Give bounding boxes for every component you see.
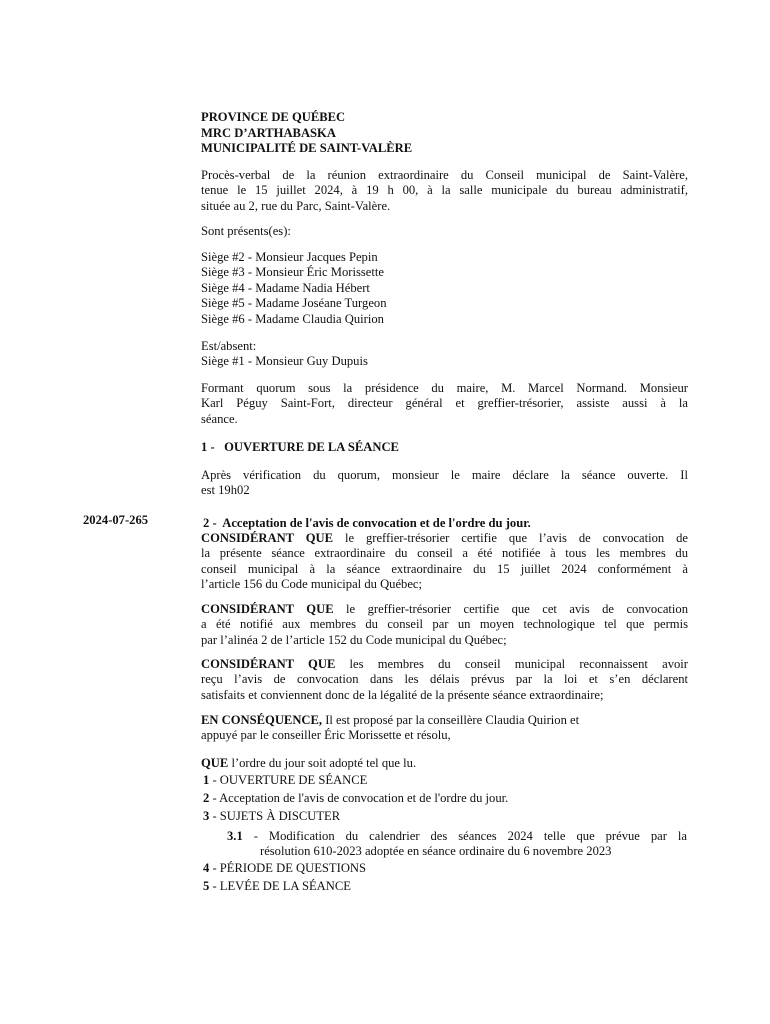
quorum-line: Karl Péguy Saint-Fort, directeur général et greffier-trésorier, assiste aussi à la	[201, 396, 688, 411]
intro-line: Procès-verbal de la réunion extraordinaire du Conseil municipal de Saint-Valère,	[201, 168, 688, 182]
absent-label: Est/absent:	[201, 339, 257, 353]
list-item	[203, 809, 690, 827]
agenda-subitem-line: résolution 610-2023 adoptée en séance ordinaire du 6 novembre 2023	[260, 844, 612, 859]
list-item: Siège #5 - Madame Joséane Turgeon	[201, 296, 387, 311]
consequence-line: appuyé par le conseiller Éric Morissette et résolu,	[201, 728, 451, 743]
considerant-line: la présente séance extraordinaire du conseil a été notifiée à tous les membres du	[201, 546, 688, 561]
consequence-label: EN CONSÉQUENCE,	[201, 713, 323, 727]
section-1-line: Après vérification du quorum, monsieur le maire déclare la séance ouverte. Il	[201, 468, 688, 482]
agenda-number: 3.1	[227, 829, 243, 843]
agenda-subitem	[227, 829, 687, 860]
absent-member: Siège #1 - Monsieur Guy Dupuis	[201, 354, 368, 369]
agenda-number: 3	[203, 809, 210, 823]
que-label: QUE	[201, 756, 229, 770]
header-municipality: MUNICIPALITÉ DE SAINT-VALÈRE	[201, 141, 413, 155]
intro-line: située au 2, rue du Parc, Saint-Valère.	[201, 198, 391, 213]
agenda-list	[203, 773, 690, 827]
considerant-text: le greffier-trésorier certifie que l’avis de convocation de	[333, 531, 688, 545]
agenda-number: 4	[203, 861, 210, 875]
agenda-number: 2	[203, 791, 210, 805]
section-1-body	[201, 468, 688, 499]
present-members-list	[201, 250, 688, 327]
list-item	[203, 773, 690, 791]
list-item: Siège #2 - Monsieur Jacques Pepin	[201, 250, 378, 264]
document-header	[201, 110, 412, 157]
agenda-subitem-line	[227, 829, 687, 844]
agenda-text: - Modification du calendrier des séances 2024 telle que prévue par la	[242, 829, 687, 843]
resolution-title	[203, 516, 690, 531]
list-item	[203, 861, 690, 879]
que-paragraph	[201, 756, 688, 771]
considerant-line: reçu l’avis de convocation dans les délais prévus par la loi et s’en déclarent	[201, 672, 688, 687]
agenda-number: 1	[203, 773, 210, 787]
present-label-text: Sont présents(es):	[201, 224, 291, 238]
considerant-2	[201, 602, 688, 648]
quorum-paragraph	[201, 381, 688, 427]
considerant-line	[201, 531, 688, 546]
intro-line: tenue le 15 juillet 2024, à 19 h 00, à la salle municipale du bureau administratif,	[201, 183, 688, 198]
present-label	[201, 224, 688, 239]
considerant-line	[201, 602, 688, 617]
resolution-title-text: 2 - Acceptation de l'avis de convocation et de l'ordre du jour.	[203, 516, 531, 530]
considerant-line: conseil municipal à la séance extraordinaire du 15 juillet 2024 conformément à	[201, 561, 688, 576]
consequence-line	[201, 713, 688, 728]
list-item	[203, 791, 690, 809]
quorum-line: Formant quorum sous la présidence du maire, M. Marcel Normand. Monsieur	[201, 381, 688, 395]
agenda-text: - LEVÉE DE LA SÉANCE	[209, 879, 351, 893]
considerant-label: CONSIDÉRANT QUE	[201, 531, 334, 545]
quorum-line: séance.	[201, 411, 238, 426]
considerant-3	[201, 657, 688, 703]
considerant-line: par l’alinéa 2 de l’article 152 du Code municipal du Québec;	[201, 632, 507, 647]
list-item: Siège #4 - Madame Nadia Hébert	[201, 280, 370, 295]
absent-section	[201, 339, 688, 370]
considerant-label: CONSIDÉRANT QUE	[201, 602, 334, 616]
agenda-list-continued	[203, 861, 690, 897]
consequence-text: Il est proposé par la conseillère Claudia Quirion et	[322, 713, 580, 727]
considerant-label: CONSIDÉRANT QUE	[201, 657, 336, 671]
header-mrc: MRC D’ARTHABASKA	[201, 125, 336, 140]
considerant-line: l’article 156 du Code municipal du Québec;	[201, 577, 423, 592]
consequence-paragraph	[201, 713, 688, 744]
considerant-line: satisfaits et conviennent donc de la légalité de la présente séance extraordinaire;	[201, 687, 604, 702]
list-item: Siège #6 - Madame Claudia Quirion	[201, 311, 384, 326]
intro-paragraph	[201, 168, 688, 214]
considerant-line: a été notifié aux membres du conseil par un moyen technologique tel que permis	[201, 617, 688, 632]
header-province: PROVINCE DE QUÉBEC	[201, 110, 346, 124]
agenda-text: - SUJETS À DISCUTER	[209, 809, 341, 823]
list-item	[203, 879, 690, 897]
agenda-text: - OUVERTURE DE SÉANCE	[209, 773, 368, 787]
list-item: Siège #3 - Monsieur Éric Morissette	[201, 265, 384, 280]
considerant-1	[201, 531, 688, 593]
que-text: l’ordre du jour soit adopté tel que lu.	[228, 756, 417, 770]
considerant-text: les membres du conseil municipal reconnaissent avoir	[335, 657, 688, 671]
agenda-text: - PÉRIODE DE QUESTIONS	[209, 861, 367, 875]
que-line	[201, 756, 688, 771]
section-1-line: est 19h02	[201, 483, 250, 498]
resolution-number: 2024-07-265	[83, 513, 149, 527]
section-1	[201, 440, 688, 455]
section-1-title: 1 - OUVERTURE DE LA SÉANCE	[201, 440, 399, 454]
considerant-text: le greffier-trésorier certifie que cet avis de convocation	[333, 602, 688, 616]
considerant-line	[201, 657, 688, 672]
agenda-number: 5	[203, 879, 210, 893]
agenda-text: - Acceptation de l'avis de convocation et de l'ordre du jour.	[209, 791, 509, 805]
